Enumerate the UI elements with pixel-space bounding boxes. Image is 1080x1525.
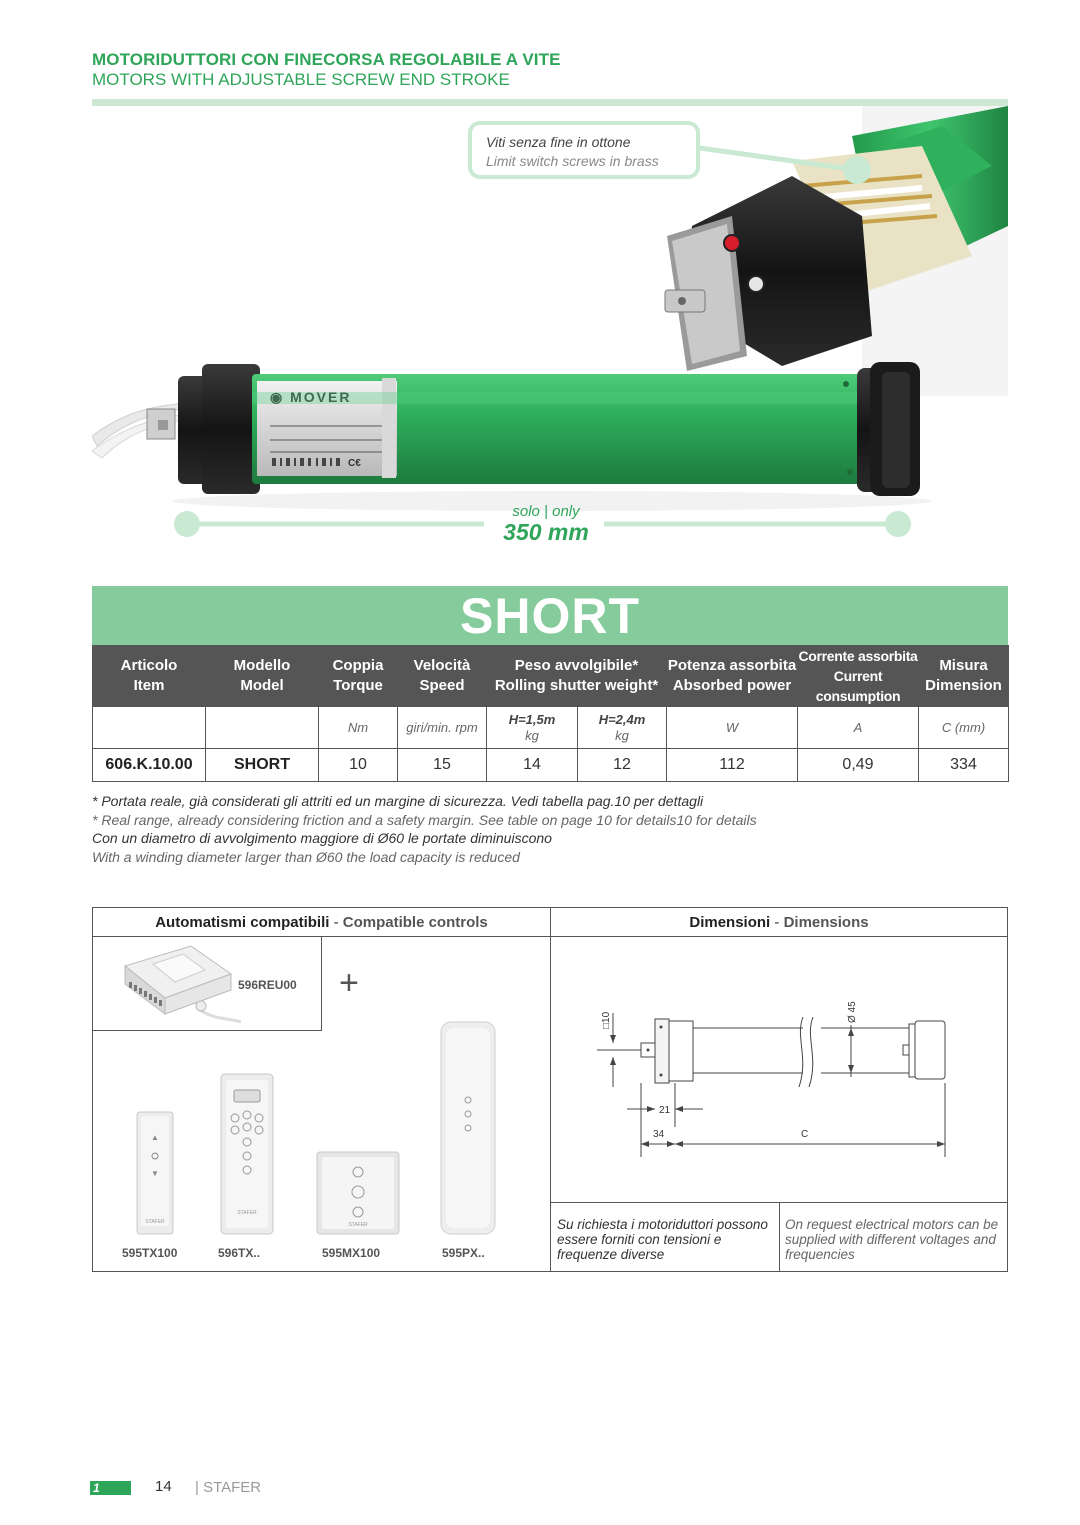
note-line: * Portata reale, già considerati gli attriti ed un margine di sicurezza. Vedi tabella pag.10 per dettagli: [92, 793, 704, 809]
unit-power: W: [667, 707, 798, 749]
unit-current: A: [798, 707, 919, 749]
spec-table: [92, 645, 1009, 782]
dimension-drawing: [551, 937, 1007, 1202]
unit-speed: giri/min. rpm: [398, 707, 487, 749]
cell-weight-h1: 14: [487, 749, 578, 782]
cell-item: 606.K.10.00: [93, 749, 206, 782]
receiver-image: [113, 936, 243, 1026]
dim-label-21: 21: [659, 1105, 671, 1116]
cell-power: 112: [667, 749, 798, 782]
dim-label-c: C: [801, 1129, 809, 1140]
col-header-current: Corrente assorbita Current consumption: [798, 646, 919, 707]
callout-text-it: Viti senza fine in ottone: [486, 134, 631, 150]
chapter-tag: 1: [90, 1481, 131, 1495]
svg-text:STAFER: STAFER: [348, 1222, 368, 1228]
plus-icon: +: [339, 964, 359, 1002]
dim-label-diameter: Ø 45: [847, 1001, 858, 1023]
page-title-en: MOTORS WITH ADJUSTABLE SCREW END STROKE: [92, 70, 510, 89]
svg-text:STAFER: STAFER: [237, 1210, 257, 1216]
unit-torque: Nm: [319, 707, 398, 749]
dim-label-square: □10: [601, 1011, 612, 1029]
svg-text:C€: C€: [348, 458, 361, 469]
remote-595tx100: [137, 1112, 173, 1234]
table-header-row: [93, 646, 1009, 707]
dim-footer-divider: [779, 1202, 780, 1272]
col-header-model: Modello Model: [206, 646, 319, 707]
page-number: 14: [155, 1478, 172, 1495]
header-rule: [92, 99, 1008, 106]
callout-text-en: Limit switch screws in brass: [486, 153, 659, 169]
remote-595mx100: [317, 1152, 399, 1234]
note-line: * Real range, already considering friction and a safety margin. See table on page 10 for details10 for details: [92, 811, 757, 828]
length-value: 350 mm: [503, 519, 589, 545]
cell-current: 0,49: [798, 749, 919, 782]
col-header-dimension: Misura Dimension: [919, 646, 1009, 707]
col-header-torque: Coppia Torque: [319, 646, 398, 707]
dim-footnote-it: Su richiesta i motoriduttori possono essere forniti con tensioni e frequenze diverse: [557, 1217, 768, 1262]
tube-brand-text: ◉ MOVER: [270, 389, 352, 405]
unit-weight-h1: H=1,5m kg: [487, 707, 578, 749]
svg-text:▼: ▼: [151, 1169, 159, 1178]
dimensions-heading: Dimensioni - Dimensions: [689, 914, 869, 931]
controls-heading: Automatismi compatibili - Compatible controls: [155, 914, 488, 931]
motor-tube: [92, 362, 932, 511]
table-row: [93, 749, 1009, 782]
remote-label: 595TX100: [122, 1246, 178, 1260]
cell-speed: 15: [398, 749, 487, 782]
dim-label-34: 34: [653, 1129, 665, 1140]
remote-label: 595MX100: [322, 1246, 381, 1260]
length-note: solo | only: [512, 503, 580, 520]
table-title: SHORT: [92, 586, 1008, 645]
unit-dimension: C (mm): [919, 707, 1009, 749]
remote-595px: [441, 1022, 495, 1234]
svg-text:STAFER: STAFER: [145, 1219, 165, 1225]
cell-dimension: 334: [919, 749, 1009, 782]
svg-text:▲: ▲: [151, 1133, 159, 1142]
table-notes: [92, 792, 1008, 866]
col-header-weight: Peso avvolgibile* Rolling shutter weight*: [487, 646, 667, 707]
cell-torque: 10: [319, 749, 398, 782]
cell-model: SHORT: [206, 749, 319, 782]
cell-weight-h2: 12: [578, 749, 667, 782]
note-line: Con un diametro di avvolgimento maggiore di Ø60 le portate diminuiscono: [92, 830, 552, 846]
unit-cell-empty: [206, 707, 319, 749]
remote-596tx: [221, 1074, 273, 1234]
page-title-it: MOTORIDUTTORI CON FINECORSA REGOLABILE A VITE: [92, 50, 561, 69]
col-header-power: Potenza assorbita Absorbed power: [667, 646, 798, 707]
unit-weight-h2: H=2,4m kg: [578, 707, 667, 749]
col-header-item: Articolo Item: [93, 646, 206, 707]
remotes-image: [121, 1014, 521, 1244]
dim-footnote-en: On request electrical motors can be supplied with different voltages and frequencies: [785, 1217, 999, 1262]
controls-dimensions-box: [92, 907, 1008, 1272]
remote-label: 595PX..: [442, 1246, 485, 1260]
receiver-code: 596REU00: [238, 978, 297, 992]
footer-brand: | STAFER: [195, 1479, 262, 1496]
limit-screw-callout: [468, 121, 700, 179]
unit-cell-empty: [93, 707, 206, 749]
remote-label: 596TX..: [218, 1246, 261, 1260]
units-row: [93, 707, 1009, 749]
note-line: With a winding diameter larger than Ø60 the load capacity is reduced: [92, 848, 520, 865]
col-header-speed: Velocità Speed: [398, 646, 487, 707]
